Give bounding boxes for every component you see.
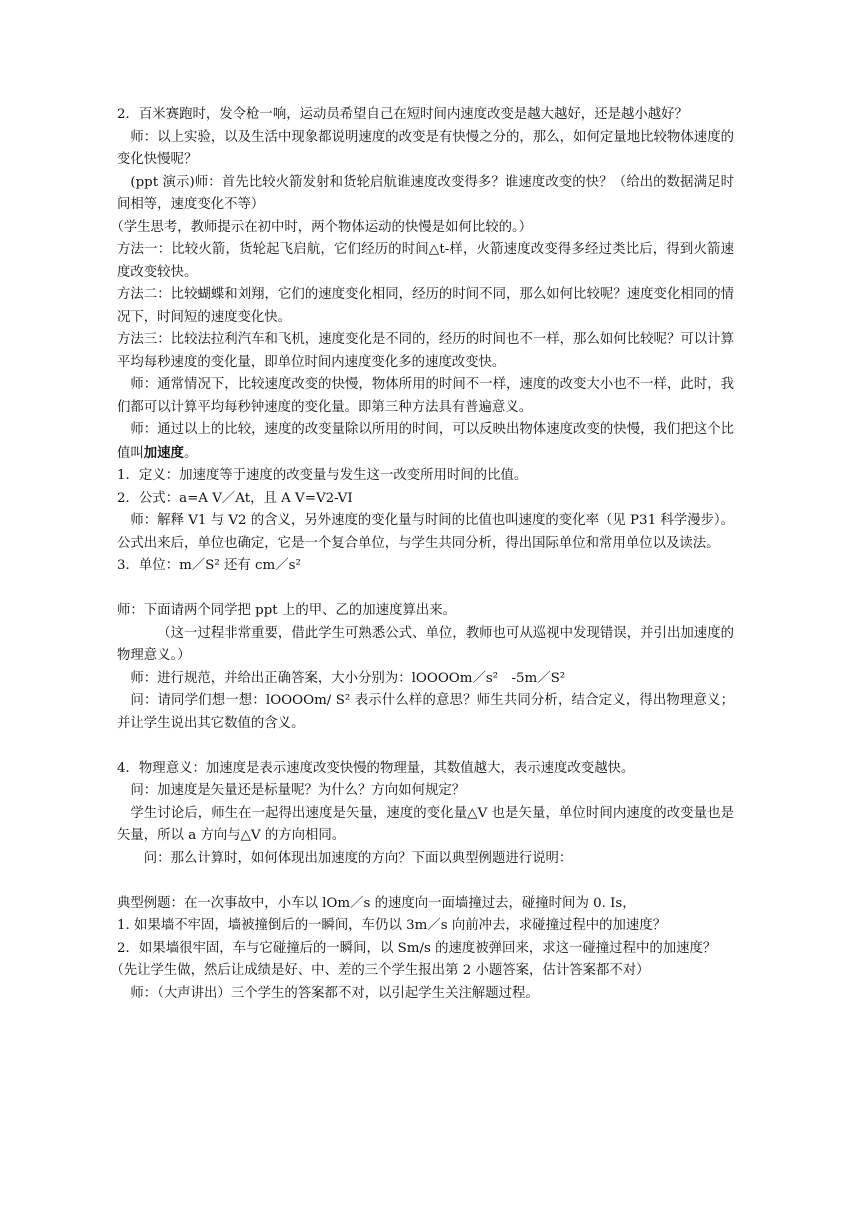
student-think-paragraph: （学生思考，教师提示在初中时，两个物体运动的快慢是如何比较的。） — [110, 219, 533, 235]
teacher-ppt-paragraph: 师：下面请两个同学把 ppt 上的甲、乙的加速度算出来。 — [117, 603, 457, 618]
ask-meaning-paragraph: 问：请同学们想一想：lOOOOm/ S² 表示什么样的意思？师生共同分析，结合定义，得出物理意义；并让学生说出其它数值的含义。 — [117, 693, 734, 731]
ask-vector-paragraph: 问：加速度是矢量还是标量呢？为什么？方向如何规定？ — [130, 783, 466, 798]
method-3-paragraph: 方法三：比较法拉利汽车和飞机，速度变化是不同的，经历的时间也不一样，那么如何比较呢？可以计算平均每秒速度的变化量，即单位时间内速度变化多的速度改变快。 — [117, 332, 734, 370]
definition-1: 1．定义：加速度等于速度的改变量与发生这一改变所用时间的比值。 — [117, 468, 528, 483]
acceleration-term: 加速度 — [143, 444, 184, 461]
ask-direction-paragraph: 问：那么计算时，如何体现出加速度的方向？下面以典型例题进行说明： — [143, 850, 573, 866]
document-body — [110, 104, 734, 1005]
teacher-general-paragraph: 师：通常情况下，比较速度改变的快慢，物体所用的时间不一样，速度的改变大小也不一样，此时，我们都可以计算平均每秒钟速度的变化量。即第三种方法具有普遍意义。 — [117, 377, 734, 415]
teacher-compare-paragraph — [117, 419, 734, 465]
blank-line — [117, 735, 734, 758]
question-2: 2．百米赛跑时，发令枪一响，运动员希望自己在短时间内速度改变是越大越好，还是越小越好？ — [117, 107, 688, 122]
definition-3-unit: 3．单位：m／S² 还有 cm／s² — [117, 558, 301, 573]
method-1-paragraph: 方法一：比较火箭，货轮起飞启航，它们经历的时间△t-样，火箭速度改变得多经过类比后，得到火箭速度改变较快。 — [117, 242, 734, 280]
definition-4-meaning: 4．物理意义：加速度是表示速度改变快慢的物理量，其数值越大，表示速度改变越快。 — [117, 760, 635, 776]
process-note-paragraph: （这一过程非常重要，借此学生可熟悉公式、单位，教师也可从巡视中发现错误，并引出加速度的物理意义。） — [117, 625, 734, 663]
teacher-compare-text: 师：通过以上的比较，速度的改变量除以所用的时间，可以反映出物体速度改变的快慢，我们把这个比值叫 — [117, 422, 734, 461]
blank-line — [117, 870, 734, 893]
term-period: 。 — [183, 445, 198, 461]
example-question-1: 1. 如果墙不牢固，墙被撞倒后的一瞬间，车仍以 3m／s 向前冲去，求碰撞过程中的加速度？ — [117, 918, 667, 933]
ppt-demo-paragraph: (ppt 演示)师：首先比较火箭发射和货轮启航谁速度改变得多？谁速度改变的快？（给出的数据满足时间相等，速度变化不等） — [117, 174, 734, 212]
teacher-norm-paragraph: 师：进行规范，并给出正确答案，大小分别为：lOOOOm／s² -5m／S² — [130, 670, 566, 686]
teacher-intro-paragraph: 师：以上实验，以及生活中现象都说明速度的改变是有快慢之分的，那么，如何定量地比较物体速度的变化快慢呢？ — [117, 129, 734, 167]
teacher-loud-paragraph: 师：（大声讲出）三个学生的答案都不对，以引起学生关注解题过程。 — [130, 985, 539, 1001]
teacher-explain-paragraph: 师：解释 V1 与 V2 的含义，另外速度的变化量与时间的比值也叫速度的变化率（见 P31 科学漫步）。公式出来后，单位也确定，它是一个复合单位，与学生共同分析，得出国际单位和常用单位以及读法。 — [117, 513, 734, 551]
definition-2-formula: 2．公式：a=A V／At，且 A V=V2-VI — [117, 490, 353, 506]
blank-line — [117, 578, 734, 601]
discussion-paragraph: 学生讨论后，师生在一起得出速度是矢量，速度的变化量△V 也是矢量，单位时间内速度的改变量也是矢量，所以 a 方向与△V 的方向相同。 — [117, 805, 734, 843]
example-question-2: 2．如果墙很牢固，车与它碰撞后的一瞬间，以 Sm/s 的速度被弹回来，求这一碰撞过程中的加速度？ — [117, 940, 717, 956]
method-2-paragraph: 方法二：比较蝴蝶和刘翔，它们的速度变化相同，经历的时间不同，那么如何比较呢？速度变化相同的情况下，时间短的速度变化快。 — [117, 287, 734, 325]
example-note-paragraph: （先让学生做，然后让成绩是好、中、差的三个学生报出第 2 小题答案，估计答案都不对） — [110, 963, 650, 978]
example-problem: 典型例题：在一次事故中，小车以 lOm／s 的速度向一面墙撞过去，碰撞时间为 0. Is， — [117, 895, 636, 911]
